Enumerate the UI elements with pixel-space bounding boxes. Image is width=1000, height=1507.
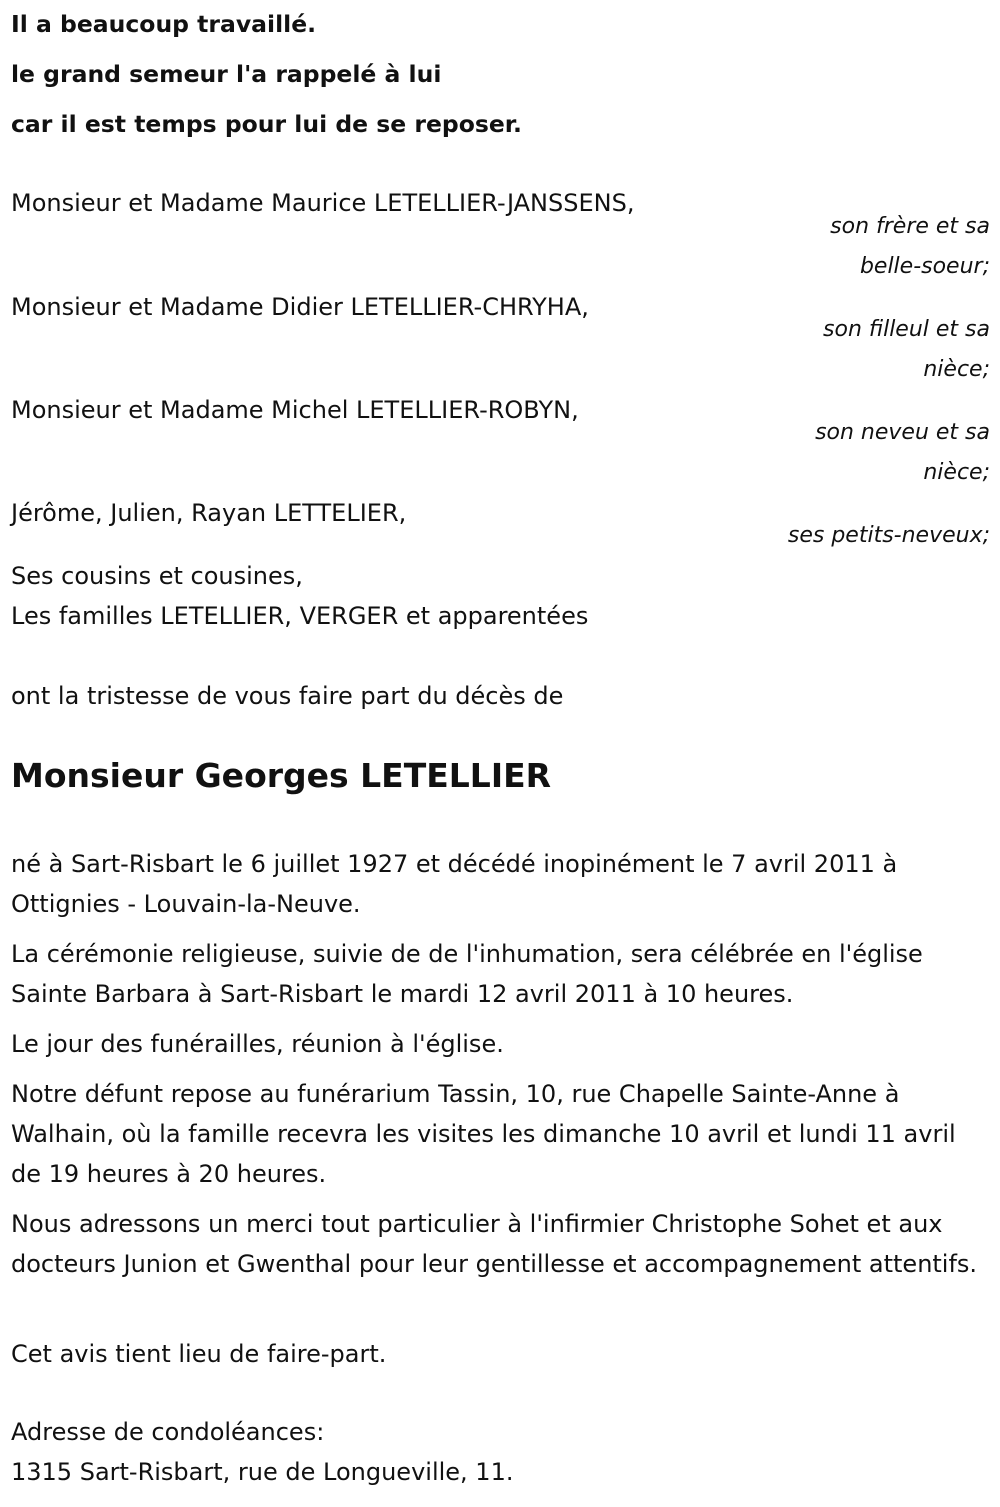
family-name-2: Monsieur et Madame Didier LETELLIER-CHRYHA,	[11, 293, 589, 321]
paragraph-funerarium: Notre défunt repose au funérarium Tassin, 10, rue Chapelle Sainte-Anne à Walhain, où la famille recevra les visites les dimanche 10 avril et lundi 11 avril de 19 heures à 20 heures.	[11, 1080, 956, 1188]
condolences-address: 1315 Sart-Risbart, rue de Longueville, 11.	[11, 1458, 514, 1486]
paragraph-ceremony: La cérémonie religieuse, suivie de de l'inhumation, sera célébrée en l'église Sainte Barbara à Sart-Risbart le mardi 12 avril 2011 à 10 heures.	[11, 940, 923, 1008]
announcement-text: ont la tristesse de vous faire part du décès de	[11, 682, 564, 710]
family-name-3: Monsieur et Madame Michel LETELLIER-ROBYN,	[11, 396, 579, 424]
family-relation-1a: son frère et sa	[830, 214, 990, 239]
paragraph-birth-death: né à Sart-Risbart le 6 juillet 1927 et décédé inopinément le 7 avril 2011 à Ottignies - Louvain-la-Neuve.	[11, 850, 898, 918]
family-name-1: Monsieur et Madame Maurice LETELLIER-JANSSENS,	[11, 189, 635, 217]
poem-line-3: car il est temps pour lui de se reposer.	[11, 110, 522, 138]
family-relation-3b: nièce;	[923, 460, 990, 485]
paragraph-notice: Cet avis tient lieu de faire-part.	[11, 1340, 387, 1368]
family-relation-3a: son neveu et sa	[815, 420, 990, 445]
paragraph-thanks: Nous adressons un merci tout particulier à l'infirmier Christophe Sohet et aux docteurs Junion et Gwenthal pour leur gentillesse et accompagnement attentifs.	[11, 1210, 978, 1278]
paragraph-funeral-day: Le jour des funérailles, réunion à l'église.	[11, 1030, 504, 1058]
others-line-2: Les familles LETELLIER, VERGER et apparentées	[11, 602, 589, 630]
family-relation-2b: nièce;	[923, 357, 990, 382]
others-line-1: Ses cousins et cousines,	[11, 562, 303, 590]
poem-line-2: le grand semeur l'a rappelé à lui	[11, 60, 442, 88]
family-relation-4a: ses petits-neveux;	[787, 523, 990, 548]
condolences-label: Adresse de condoléances:	[11, 1418, 325, 1446]
deceased-name: Monsieur Georges LETELLIER	[11, 756, 552, 795]
poem-line-1: Il a beaucoup travaillé.	[11, 10, 317, 38]
family-relation-1b: belle-soeur;	[859, 254, 990, 279]
family-name-4: Jérôme, Julien, Rayan LETTELIER,	[11, 499, 407, 527]
family-relation-2a: son filleul et sa	[823, 317, 990, 342]
